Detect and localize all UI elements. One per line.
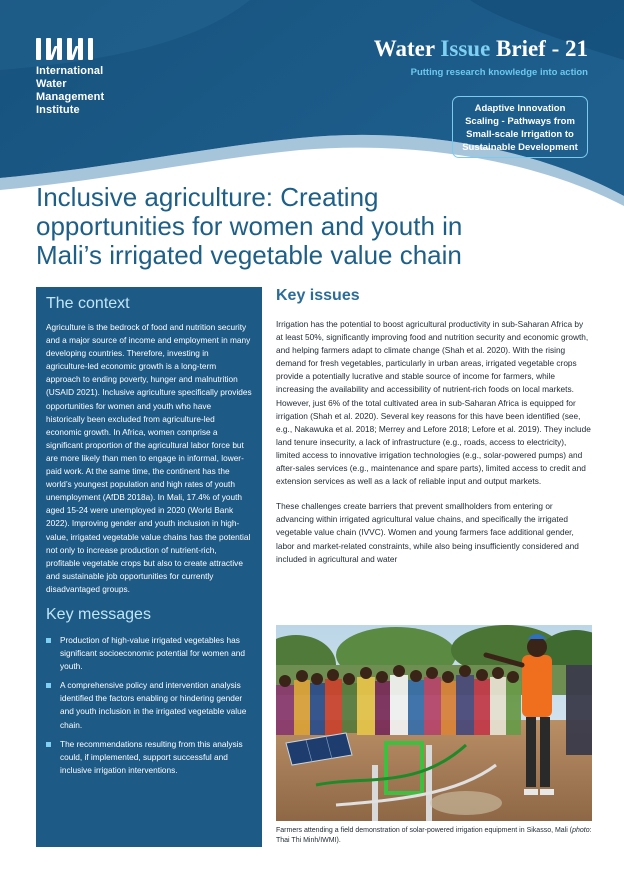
iwmi-logo-mark bbox=[36, 34, 136, 60]
iwmi-logo[interactable] bbox=[36, 34, 136, 117]
caption-credit: : Thai Thi Minh/IWMI). bbox=[276, 827, 592, 844]
key-message-text: A comprehensive policy and intervention analysis identified the factors enabling or hindering gender and youth inclusion in the irrigated vegetable value chain. bbox=[60, 680, 247, 730]
brief-title-accent: Issue bbox=[440, 36, 491, 61]
org-name-line1: International Water bbox=[36, 65, 104, 90]
page-title-line3: Mali’s irrigated vegetable value chain bbox=[36, 240, 462, 270]
key-message-text: The recommendations resulting from this analysis could, if implemented, support successful and inclusive irrigation interventions. bbox=[60, 738, 243, 775]
context-heading: The context bbox=[46, 295, 130, 312]
square-bullet-icon bbox=[46, 638, 51, 643]
context-body: Agriculture is the bedrock of food and nutrition security and a major source of income and employment in many developing countries. Therefore, investing in agriculture-led economic growth is a long-term approach to ending poverty, hunger and malnutrition (USAID 2021). Inclusive agriculture specifically provides opportunities for women and youth who have historically been excluded from agriculture-led economic growth. In Africa, women comprise a significant proportion of the agricultural labor force but are more likely than men to engage in informal, lower-paid work. At the same time, the continent has the world’s youngest population and high rates of youth unemployment (AfDB 2018a). In Mali, 17.4% of youth aged 15-24 were unemployed in 2020 (World Bank 2022). Improving gender and youth inclusion in high-value, irrigated vegetable value chains has the potential not only to increase production of nutrient-rich, profitable vegetable crops but also to create attractive and sustainable job opportunities for currently disadvantaged groups. bbox=[46, 322, 252, 594]
key-messages-heading: Key messages bbox=[46, 605, 151, 623]
brief-title-suffix: Brief - 21 bbox=[490, 36, 588, 61]
key-issues-paragraph-2: These challenges create barriers that prevent smallholders from entering or advancing within irrigated agricultural value chains, and specifically the irrigated vegetable value chain (IVVC). Women and young farmers face additional gender, labor and market-related constraints, while also being insufficiently considered and included in agricultural and water bbox=[276, 501, 579, 564]
brief-title-prefix: Water bbox=[373, 36, 441, 61]
key-message-item bbox=[46, 634, 252, 673]
key-message-item bbox=[46, 738, 252, 777]
page-title bbox=[36, 183, 596, 270]
page-title-line2: opportunities for women and youth in bbox=[36, 211, 463, 241]
project-name-box bbox=[452, 96, 588, 158]
field-demonstration-photo bbox=[276, 625, 592, 821]
org-name bbox=[36, 65, 136, 117]
photo-caption bbox=[276, 826, 592, 845]
caption-italic: photo bbox=[572, 827, 590, 834]
key-issues-heading: Key issues bbox=[276, 287, 360, 304]
context-panel bbox=[36, 287, 262, 847]
project-line1: Adaptive Innovation bbox=[474, 103, 566, 114]
key-messages-list bbox=[46, 634, 252, 777]
photo-illustration bbox=[276, 625, 592, 821]
page-title-line1: Inclusive agriculture: Creating bbox=[36, 182, 379, 212]
caption-main: Farmers attending a field demonstration of solar-powered irrigation equipment in Sikasso, Mali ( bbox=[276, 827, 573, 834]
key-message-text: Production of high-value irrigated vegetables has significant socioeconomic potential for women and youth. bbox=[60, 634, 245, 672]
key-issues-paragraph-1: Irrigation has the potential to boost agricultural productivity in sub-Saharan Africa by at least 50%, significantly improving food and nutrition security and economic growth, and helping farmers adapt to climate change (Shah et al. 2020). With the rising demand for fresh vegetables, particularly in urban areas, irrigated vegetable crops provide a potentially lucrative and stable source of income for farmers, while increasing the availability and accessibility of nutrient-rich foods on local markets. However, just 6% of the total cultivated area in sub-Saharan Africa is equipped for irrigation (Shah et al. 2020). Several key reasons for this have been identified (see, e.g., Nakawuka et al. 2018; Merrey and Lefore 2018; Lefore et al. 2019). They include land tenure insecurity, a lack of infrastructure (e.g., roads, access to electricity), limited access to innovative irrigation technologies (e.g., solar-powered pumps) and after-sales services (e.g., maintenance and spare parts), limited access to credit and extension services as well as a lack of reliable input and output markets. bbox=[276, 319, 591, 487]
square-bullet-icon bbox=[46, 683, 51, 688]
tagline: Putting research knowledge into action bbox=[410, 67, 588, 78]
brief-title bbox=[374, 36, 588, 62]
project-line3: Small-scale Irrigation to bbox=[466, 129, 574, 140]
key-message-item bbox=[46, 679, 252, 731]
key-issues-body bbox=[276, 318, 592, 578]
square-bullet-icon bbox=[46, 742, 51, 747]
org-name-line2: Management Institute bbox=[36, 91, 105, 116]
project-line2: Scaling - Pathways from bbox=[465, 116, 575, 127]
project-line4: Sustainable Development bbox=[462, 142, 578, 153]
